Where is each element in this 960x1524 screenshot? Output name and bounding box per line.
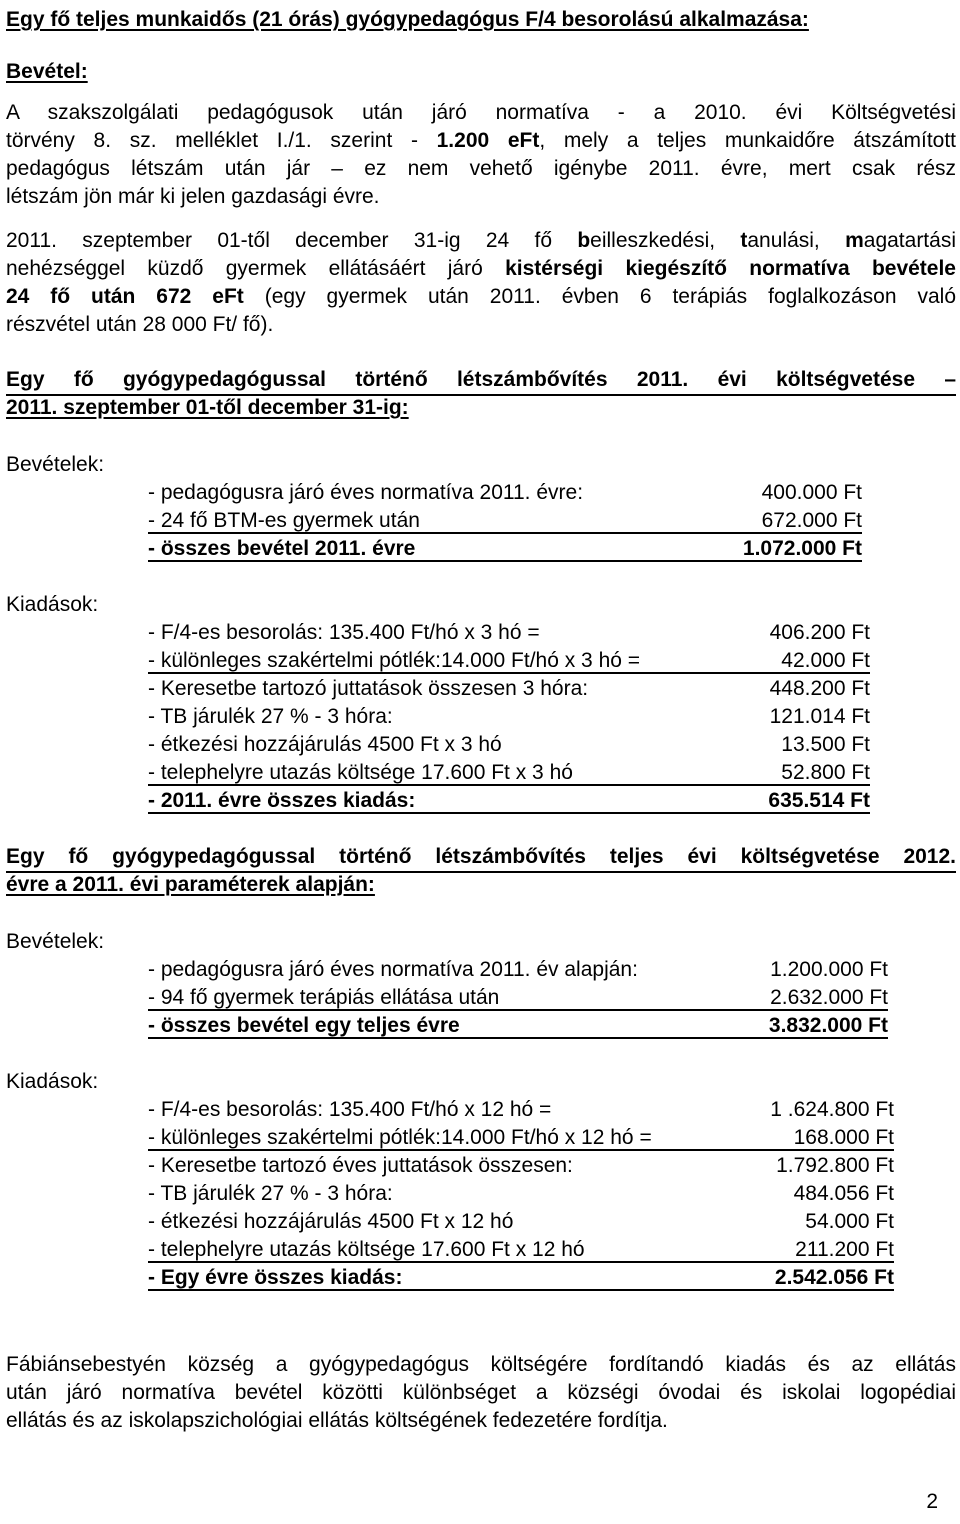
section1-bevetelek-label: Bevételek: [6,453,105,476]
budget-row-underline [148,1261,894,1263]
section2-kiadasok-label: Kiadások: [6,1070,99,1093]
budget-row-underline [148,532,862,534]
budget-row-label: - étkezési hozzájárulás 4500 Ft x 3 hó [148,733,502,756]
budget-row-label: - 24 fő BTM-es gyermek után [148,509,420,532]
para2-line4: részvétel után 28 000 Ft/ fő). [6,313,274,336]
budget-row-value: 672.000 Ft [761,509,862,532]
para2-bold-t: t [740,229,748,252]
closing-line2: után járó normatíva bevétel közötti különbséget a községi óvodai és iskolai logopédiai [6,1381,956,1404]
budget-row-label: - különleges szakértelmi pótlék:14.000 Ft/hó x 12 hó = [148,1126,652,1149]
budget-row-label: - TB járulék 27 % - 3 hóra: [148,705,393,728]
section2-heading-line2: évre a 2011. évi paraméterek alapján: [6,873,375,896]
section2-heading-line1: Egy fő gyógypedagógussal történő létszámbővítés teljes évi költségvetése 2012. [6,845,956,868]
budget-row-label: - F/4-es besorolás: 135.400 Ft/hó x 3 hó = [148,621,540,644]
budget-row-underline [148,1289,894,1291]
budget-row-value: 406.200 Ft [769,621,870,644]
budget-row-label: - telephelyre utazás költsége 17.600 Ft x 12 hó [148,1238,585,1261]
budget-row-label: - Keresetbe tartozó éves juttatások összesen: [148,1154,573,1177]
section1-heading-line1: Egy fő gyógypedagógussal történő létszámbővítés 2011. évi költségvetése – [6,368,956,391]
para1-line2-text: törvény 8. sz. melléklet I./1. szerint - [6,129,437,152]
budget-row-underline [148,784,870,786]
para2-text: eilleszkedési, [590,229,741,252]
budget-row-underline [148,1037,888,1039]
budget-row-value: 635.514 Ft [768,789,870,812]
budget-row-underline [148,1149,894,1151]
para2-line1 [6,229,956,253]
budget-row-value: 42.000 Ft [781,649,870,672]
para1-line1: A szakszolgálati pedagógusok után járó normatíva - a 2010. évi Költségvetési [6,101,956,124]
budget-row-value: 2.632.000 Ft [770,986,888,1009]
budget-row-label: - Keresetbe tartozó juttatások összesen 3 hóra: [148,677,589,700]
budget-row-value: 3.832.000 Ft [768,1014,888,1037]
para2-text: nehézséggel küzdő gyermek ellátásáért járó [6,257,506,280]
budget-row-value: 54.000 Ft [805,1210,894,1233]
para2-bold-b: b [577,229,591,252]
bevetel-heading: Bevétel: [6,60,88,83]
budget-row-label: - TB járulék 27 % - 3 hóra: [148,1182,393,1205]
budget-row-label: - különleges szakértelmi pótlék:14.000 Ft/hó x 3 hó = [148,649,641,672]
budget-row-value: 448.200 Ft [769,677,870,700]
budget-row-label: - összes bevétel egy teljes évre [148,1014,460,1037]
para2-bold-24fo: 24 fő után 672 eFt [6,285,244,308]
para1-line2-bold: 1.200 eFt [436,129,540,152]
budget-row-value: 52.800 Ft [781,761,870,784]
budget-row-label: - összes bevétel 2011. évre [148,537,416,560]
budget-row-value: 1.200.000 Ft [770,958,888,981]
closing-line1: Fábiánsebestyén község a gyógypedagógus költségére fordítandó kiadás és az ellátás [6,1353,956,1376]
closing-line3: ellátás és az iskolapszichológiai ellátás költségének fedezetére fordítja. [6,1409,668,1432]
budget-row-underline [148,560,862,562]
para2-text: agatartási [863,229,956,252]
budget-row-value: 13.500 Ft [781,733,870,756]
para1-line2 [6,129,956,153]
budget-row-label: - 94 fő gyermek terápiás ellátása után [148,986,500,1009]
section2-bevetelek-label: Bevételek: [6,930,105,953]
budget-row-value: 484.056 Ft [793,1182,894,1205]
budget-row-value: 168.000 Ft [793,1126,894,1149]
budget-row-label: - telephelyre utazás költsége 17.600 Ft x 3 hó [148,761,573,784]
budget-row-label: - pedagógusra járó éves normatíva 2011. év alapján: [148,958,638,981]
budget-row-value: 121.014 Ft [769,705,870,728]
budget-row-value: 400.000 Ft [761,481,862,504]
budget-row-label: - F/4-es besorolás: 135.400 Ft/hó x 12 hó = [148,1098,552,1121]
para2-text: (egy gyermek után 2011. évben 6 terápiás foglalkozáson való [243,285,956,308]
budget-row-label: - étkezési hozzájárulás 4500 Ft x 12 hó [148,1210,514,1233]
budget-row-label: - Egy évre összes kiadás: [148,1266,403,1289]
budget-row-value: 1.072.000 Ft [742,537,862,560]
budget-row-underline [148,812,870,814]
budget-row-underline [148,1009,888,1011]
para1-line3: pedagógus létszám után jár – ez nem vehető igénybe 2011. évre, mert csak rész [6,157,956,180]
budget-row-value: 1 .624.800 Ft [770,1098,894,1121]
budget-row-value: 1.792.800 Ft [776,1154,894,1177]
budget-row-label: - 2011. évre összes kiadás: [148,789,416,812]
para2-text: anulási, [747,229,846,252]
budget-row-value: 211.200 Ft [795,1238,894,1261]
para2-line3 [6,285,956,309]
para2-line2 [6,257,956,281]
section1-heading-line2: 2011. szeptember 01-től december 31-ig: [6,396,409,419]
para2-bold-normativa: kistérségi kiegészítő normatíva bevétele [505,257,956,280]
para1-line2-text2: , mely a teljes munkaidőre átszámított [539,129,957,152]
page-number: 2 [926,1490,938,1513]
document-title: Egy fő teljes munkaidős (21 órás) gyógypedagógus F/4 besorolású alkalmazása: [6,8,809,31]
budget-row-value: 2.542.056 Ft [774,1266,894,1289]
para1-line4: létszám jön már ki jelen gazdasági évre. [6,185,380,208]
budget-row-label: - pedagógusra járó éves normatíva 2011. évre: [148,481,584,504]
para2-bold-m: m [845,229,864,252]
budget-row-underline [148,672,870,674]
section1-kiadasok-label: Kiadások: [6,593,99,616]
para2-text: 2011. szeptember 01-től december 31-ig 24 fő [6,229,578,252]
